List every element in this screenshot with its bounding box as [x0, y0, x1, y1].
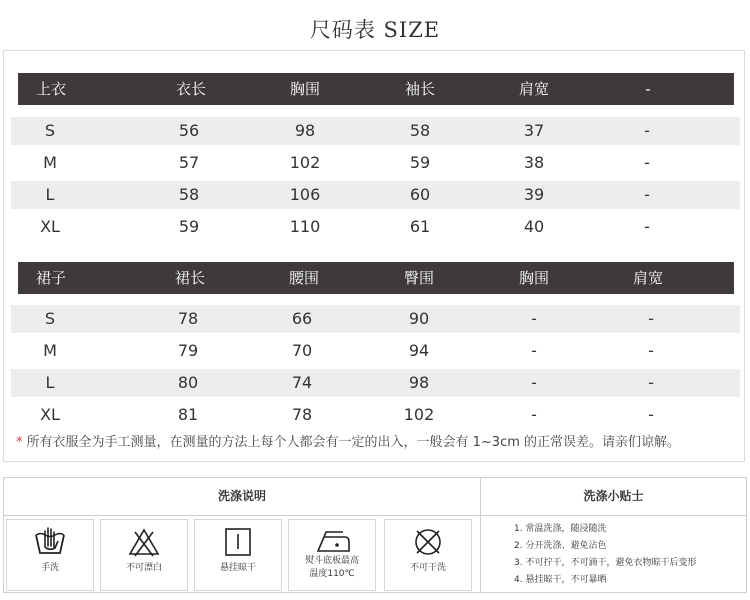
- table-cell: 58: [409, 121, 431, 140]
- tip-item: 4. 悬挂晾干，不可暴晒: [514, 575, 607, 585]
- size-cell: L: [45, 373, 55, 392]
- table-cell: 94: [408, 341, 430, 360]
- care-label: 悬挂晾干: [219, 563, 256, 573]
- care-instructions-panel: [3, 477, 747, 593]
- header-cell: 上衣: [36, 80, 67, 98]
- table-cell: 78: [177, 309, 199, 328]
- table-row: [11, 337, 740, 365]
- header-cell: -: [645, 80, 651, 98]
- wash-tips-heading: 洗涤小贴士: [583, 489, 644, 503]
- table-cell: -: [648, 309, 654, 328]
- care-label: 不可漂白: [125, 563, 162, 573]
- table-cell: 74: [291, 373, 313, 392]
- table-cell: -: [644, 217, 650, 236]
- size-cell: M: [43, 153, 57, 172]
- care-item-no-dry-clean: [384, 519, 472, 591]
- table-cell: 39: [523, 185, 545, 204]
- care-item-hang-dry: [194, 519, 282, 591]
- table-cell: 81: [177, 405, 199, 424]
- table-row: [11, 149, 740, 177]
- table-cell: 66: [291, 309, 313, 328]
- care-item-hand-wash: [6, 519, 94, 591]
- care-label: [289, 555, 375, 581]
- table-cell: -: [648, 405, 654, 424]
- top-table-header: [18, 73, 734, 105]
- page-title: 尺码表 SIZE: [309, 18, 441, 42]
- table-row: [11, 401, 740, 429]
- note-text: 所有衣服全为手工测量，在测量的方法上每个人都会有一定的出入，一般会有 1~3cm 的正常误差。请亲们谅解。: [26, 435, 681, 450]
- measurement-note: [16, 431, 680, 450]
- header-cell: 衣长: [175, 80, 207, 98]
- care-label-line: 熨斗底板最高: [304, 556, 359, 566]
- size-cell: M: [43, 341, 57, 360]
- hang-dry-icon: [221, 526, 255, 558]
- table-cell: -: [644, 153, 650, 172]
- table-cell: 40: [523, 217, 545, 236]
- table-cell: 102: [403, 405, 435, 424]
- table-cell: 78: [291, 405, 313, 424]
- asterisk-marker: *: [16, 435, 23, 450]
- header-cell: 腰围: [288, 269, 320, 287]
- table-cell: -: [531, 309, 537, 328]
- wash-instructions-heading: 洗涤说明: [217, 489, 266, 503]
- table-cell: 70: [291, 341, 313, 360]
- tip-item: 3. 不可拧干，不可滴干，避免衣物晾干后变形: [514, 558, 697, 568]
- divider: [4, 515, 746, 516]
- table-cell: 57: [178, 153, 200, 172]
- table-cell: -: [531, 373, 537, 392]
- table-cell: 61: [409, 217, 431, 236]
- table-cell: -: [531, 341, 537, 360]
- table-cell: -: [644, 121, 650, 140]
- table-cell: -: [644, 185, 650, 204]
- tip-item: 1. 常温洗涤，随浸随洗: [514, 524, 607, 534]
- table-cell: 90: [408, 309, 430, 328]
- header-cell: 肩宽: [518, 80, 550, 98]
- iron-icon: [315, 526, 353, 558]
- table-row: [11, 117, 740, 145]
- table-cell: -: [648, 373, 654, 392]
- table-cell: 98: [294, 121, 316, 140]
- care-item-iron: [288, 519, 376, 591]
- table-cell: 56: [178, 121, 200, 140]
- header-cell: 肩宽: [632, 269, 664, 287]
- skirt-table-header: [18, 262, 734, 294]
- hand-wash-icon: [33, 526, 67, 558]
- table-cell: 110: [289, 217, 321, 236]
- size-cell: L: [45, 185, 55, 204]
- table-cell: 59: [178, 217, 200, 236]
- table-cell: -: [648, 341, 654, 360]
- do-not-bleach-icon: [127, 526, 161, 558]
- wash-tips-list: [514, 521, 696, 589]
- table-cell: 60: [409, 185, 431, 204]
- table-cell: 58: [178, 185, 200, 204]
- header-cell: 胸围: [518, 269, 550, 287]
- table-cell: 106: [289, 185, 321, 204]
- table-row: [11, 305, 740, 333]
- size-cell: S: [44, 309, 56, 328]
- table-cell: 98: [408, 373, 430, 392]
- table-row: [11, 369, 740, 397]
- care-label-line: 温度110℃: [309, 569, 355, 579]
- care-label: 不可干洗: [409, 563, 446, 573]
- table-cell: 59: [409, 153, 431, 172]
- header-cell: 袖长: [404, 80, 436, 98]
- table-cell: -: [531, 405, 537, 424]
- header-cell: 裙长: [174, 269, 206, 287]
- size-cell: XL: [40, 405, 60, 424]
- table-cell: 102: [289, 153, 321, 172]
- size-cell: S: [44, 121, 56, 140]
- table-cell: 38: [523, 153, 545, 172]
- table-row: [11, 213, 740, 241]
- table-cell: 80: [177, 373, 199, 392]
- care-label: 手洗: [40, 563, 59, 573]
- do-not-dry-clean-icon: [411, 526, 445, 558]
- header-cell: 臀围: [403, 269, 435, 287]
- table-cell: 37: [523, 121, 545, 140]
- table-row: [11, 181, 740, 209]
- header-cell: 胸围: [289, 80, 321, 98]
- size-cell: XL: [40, 217, 60, 236]
- table-cell: 79: [177, 341, 199, 360]
- care-item-no-bleach: [100, 519, 188, 591]
- tip-item: 2. 分开洗涤、避免沾色: [514, 541, 607, 551]
- header-cell: 裙子: [36, 269, 67, 287]
